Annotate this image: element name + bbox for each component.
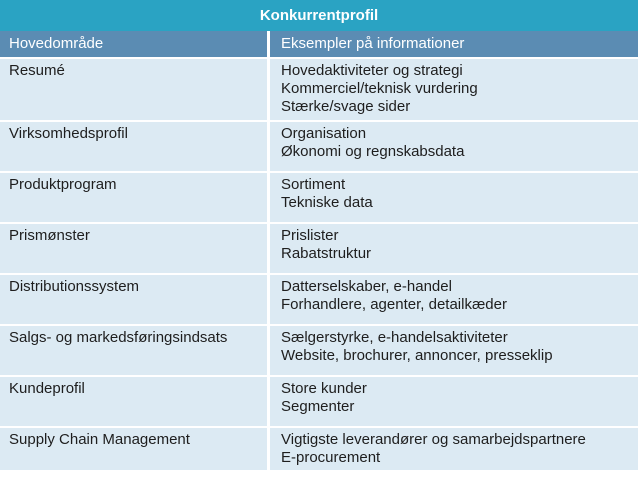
example-item: Hovedaktiviteter og strategi <box>281 62 463 79</box>
area-label: Virksomhedsprofil <box>9 125 128 142</box>
table-row-examples <box>270 326 638 377</box>
example-item: Organisation <box>281 125 367 142</box>
column-header-examples: Eksempler på informationer <box>270 31 638 59</box>
example-item: Segmenter <box>281 398 355 415</box>
example-item: Store kunder <box>281 380 367 397</box>
example-item: E-procurement <box>281 449 381 466</box>
area-label: Distributionssystem <box>9 278 140 295</box>
table-row-examples <box>270 275 638 326</box>
table-row-area <box>0 173 270 224</box>
example-item: Prislister <box>281 227 339 244</box>
area-label: Prismønster <box>9 227 90 244</box>
table-row-examples <box>270 224 638 275</box>
example-item: Website, brochurer, annoncer, presseklip <box>281 347 553 364</box>
table-row-area <box>0 377 270 428</box>
example-item: Vigtigste leverandører og samarbejdspartnere <box>281 431 586 448</box>
table-title: Konkurrentprofil <box>0 0 638 31</box>
table-row-examples <box>270 122 638 173</box>
table-row-examples <box>270 377 638 428</box>
table-row-examples <box>270 59 638 122</box>
example-item: Rabatstruktur <box>281 245 372 262</box>
example-item: Datterselskaber, e-handel <box>281 278 452 295</box>
area-label: Produktprogram <box>9 176 117 193</box>
table-row-area <box>0 122 270 173</box>
area-label: Salgs- og markedsføringsindsats <box>9 329 228 346</box>
table-row-area <box>0 326 270 377</box>
area-label: Resumé <box>9 62 65 79</box>
table-row-area <box>0 59 270 122</box>
example-item: Stærke/svage sider <box>281 98 411 115</box>
example-item: Tekniske data <box>281 194 373 211</box>
table-row-area <box>0 275 270 326</box>
area-label: Kundeprofil <box>9 380 85 397</box>
table-row-examples <box>270 173 638 224</box>
example-item: Kommerciel/teknisk vurdering <box>281 80 478 97</box>
example-item: Forhandlere, agenter, detailkæder <box>281 296 507 313</box>
table-row-area <box>0 224 270 275</box>
table-grid <box>0 31 638 479</box>
example-item: Sortiment <box>281 176 346 193</box>
bottom-margin <box>0 470 638 479</box>
area-label: Supply Chain Management <box>9 431 190 448</box>
example-item: Sælgerstyrke, e-handelsaktiviteter <box>281 329 508 346</box>
example-item: Økonomi og regnskabsdata <box>281 143 465 160</box>
column-header-main-area: Hovedområde <box>0 31 270 59</box>
